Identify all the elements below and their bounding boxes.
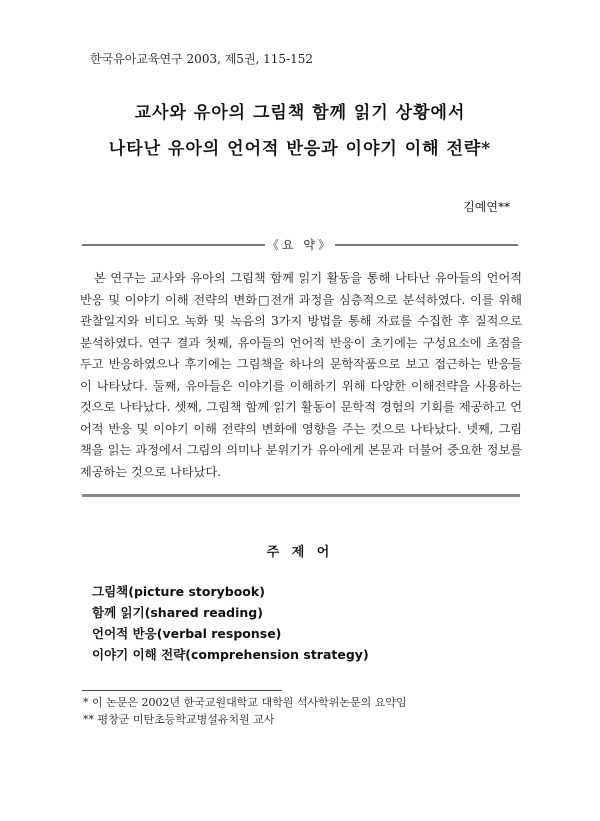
footnote-rule	[82, 690, 282, 691]
author-name: 김예연**	[463, 200, 510, 214]
paper-title-line-1: 교사와 유아의 그림책 함께 읽기 상황에서	[134, 103, 466, 123]
journal-citation: 한국유아교육연구 2003, 제5권, 115-152	[90, 52, 314, 66]
keyword-item: 이야기 이해 전략(comprehension strategy)	[92, 647, 369, 662]
footnote-1: * 이 논문은 2002년 한국교원대학교 대학원 석사학위논문의 요약임	[83, 696, 407, 709]
footnote-2: ** 평창군 미탄초등학교병설유치원 교사	[83, 713, 275, 726]
keywords-list	[92, 581, 369, 665]
abstract-header-rule-right	[335, 244, 518, 246]
keywords-title: 주 제 어	[266, 545, 334, 560]
abstract-bottom-rule	[82, 494, 520, 497]
keyword-item: 그림책(picture storybook)	[92, 584, 265, 599]
abstract-label: 《요 약》	[267, 238, 333, 252]
abstract-body: 본 연구는 교사와 유아의 그림책 함께 읽기 활동을 통해 나타난 유아들의 언어적 반응 및 이야기 이해 전략의 변화□전개 과정을 심층적으로 분석하였다. 이를 위해 관찰일지와 비디오 녹화 및 녹음의 3가지 방법을 통해 자료를 수집한 후 질적으로 분석하였다. 연구 결과 첫째, 유아들의 언어적 반응이 초기에는 구성요소에 초점을 두고 반응하였으나 후기에는 그림책을 하나의 문학작품으로 보고 접근하는 반응들이 나타났다. 둘째, 유아들은 이야기를 이해하기 위해 다양한 이해전략을 사용하는 것으로 나타났다. 셋째, 그림책 함께 읽기 활동이 문학적 경험의 기회를 제공하고 언어적 반응 및 이야기 이해 전략의 변화에 영향을 주는 것으로 나타났다. 넷째, 그림책을 읽는 과정에서 그림의 의미나 분위기가 유아에게 본문과 더불어 중요한 정보를 제공하는 것으로 나타났다.	[80, 271, 522, 479]
abstract-header	[82, 238, 518, 252]
keyword-item: 언어적 반응(verbal response)	[92, 626, 282, 641]
keyword-item: 함께 읽기(shared reading)	[92, 605, 263, 620]
paper-title-line-2: 나타난 유아의 언어적 반응과 이야기 이해 전략*	[108, 139, 492, 159]
